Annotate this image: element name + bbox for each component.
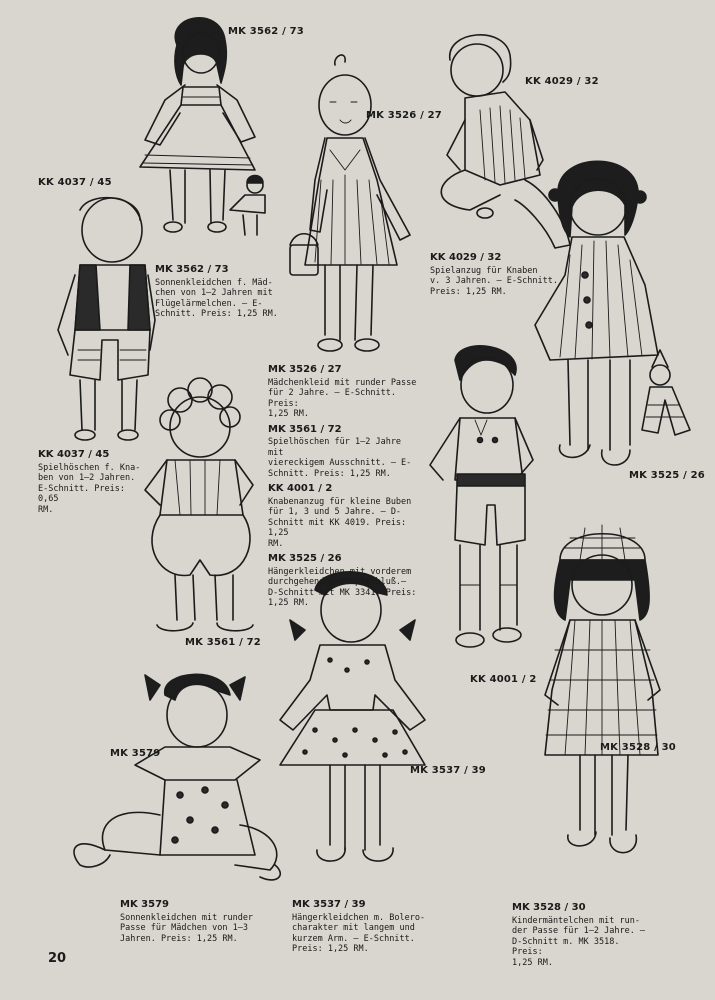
label-mk3525: MK 3525 / 26 <box>629 470 705 481</box>
illustration-girl-plaid-coat-hat <box>540 520 665 880</box>
description-mk3579 <box>120 900 260 944</box>
description-code: MK 3525 / 26 <box>268 553 342 564</box>
description-text: Spielhöschen für 1—2 Jahre mit viereckigem Ausschnitt. — E- Schnitt. Preis: 1,25 RM. <box>268 437 412 479</box>
description-code: KK 4001 / 2 <box>268 483 333 494</box>
description-code: MK 3579 <box>120 899 170 910</box>
label-mk3561: MK 3561 / 72 <box>185 637 261 648</box>
description-text: Hängerkleidchen m. Bolero- charakter mit langem und kurzem Arm. — E-Schnitt. Preis: 1,25 RM. <box>292 912 426 954</box>
label-kk4037: KK 4037 / 45 <box>38 177 112 188</box>
description-code: KK 4029 / 32 <box>430 252 502 263</box>
description-text: Spielanzug für Knaben v. 3 Jahren. — E-Schnitt. Preis: 1,25 RM. <box>430 265 558 297</box>
description-kk4001 <box>268 484 418 549</box>
description-center-block <box>268 365 418 614</box>
description-kk4037 <box>38 450 148 515</box>
label-kk4001: KK 4001 / 2 <box>470 674 537 685</box>
description-code: MK 3562 / 73 <box>155 264 229 275</box>
description-mk3525 <box>268 554 418 609</box>
description-text: Kindermäntelchen mit run- der Passe für 1—2 Jahre. — D-Schnitt m. MK 3518. Preis: 1,25 RM. <box>512 915 646 968</box>
description-code: MK 3528 / 30 <box>512 902 586 913</box>
description-mk3528 <box>512 903 652 968</box>
description-text: Mädchenkleid mit runder Passe für 2 Jahre. — E-Schnitt. Preis: 1,25 RM. <box>268 377 417 419</box>
page-number: 20 <box>48 951 67 966</box>
description-code: KK 4037 / 45 <box>38 449 110 460</box>
description-text: Sonnenkleidchen mit runder Passe für Mädchen von 1—3 Jahren. Preis: 1,25 RM. <box>120 912 254 944</box>
label-mk3526: MK 3526 / 27 <box>366 110 442 121</box>
description-mk3561 <box>268 425 418 480</box>
description-mk3526 <box>268 365 418 420</box>
illustration-toddler-curly-hair-romper <box>135 375 270 640</box>
description-text: Sonnenkleidchen f. Mäd- chen von 1—2 Jahren mit Flügelärmelchen. — E- Schnitt. Preis: 1,25 RM. <box>155 277 278 319</box>
description-code: MK 3526 / 27 <box>268 364 342 375</box>
description-text: Knabenanzug für kleine Buben für 1, 3 und 5 Jahre. — D- Schnitt mit KK 4019. Preis: 1,25 RM. <box>268 496 412 549</box>
illustration-girl-pleated-dress-bucket <box>285 50 425 360</box>
description-text: Hängerkleidchen mit vorderem durchgehendem Knopfschluß.— D-Schnitt mit MK 3341. Preis: 1,25 RM. <box>268 566 417 608</box>
description-mk3537 <box>292 900 427 955</box>
description-mk3562 <box>155 265 280 320</box>
illustration-girl-striped-dress-clown-doll <box>530 145 705 495</box>
label-mk3579: MK 3579 <box>110 748 161 759</box>
illustration-girl-seated-sundress <box>65 665 290 890</box>
label-mk3528: MK 3528 / 30 <box>600 742 676 753</box>
description-text: Spielhöschen f. Kna- ben von 1—2 Jahren. E-Schnitt. Preis: 0,65 RM. <box>38 462 141 515</box>
description-code: MK 3537 / 39 <box>292 899 366 910</box>
label-mk3562: MK 3562 / 73 <box>228 26 304 37</box>
description-kk4029 <box>430 253 560 297</box>
description-code: MK 3561 / 72 <box>268 423 342 435</box>
label-mk3537: MK 3537 / 39 <box>410 765 486 776</box>
label-kk4029: KK 4029 / 32 <box>525 76 599 87</box>
